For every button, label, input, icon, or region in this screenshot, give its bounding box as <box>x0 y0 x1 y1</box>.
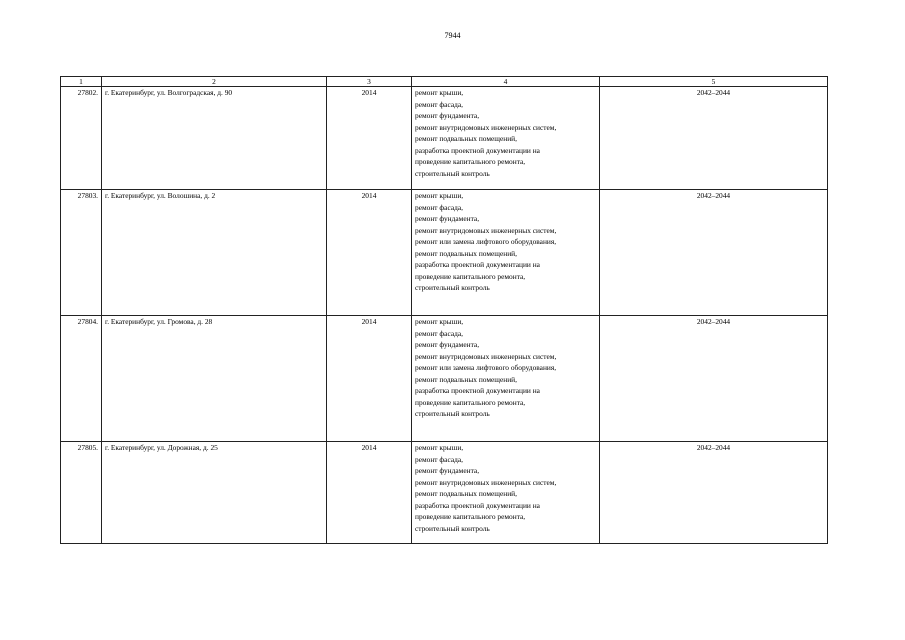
row-works <box>412 316 600 442</box>
row-year: 2014 <box>327 442 412 544</box>
work-item: строительный контроль <box>415 168 490 178</box>
row-works <box>412 87 600 190</box>
work-item: ремонт фундамента, <box>415 111 480 120</box>
work-item: ремонт крыши, <box>415 191 464 200</box>
row-number: 27804. <box>61 316 102 442</box>
table-row <box>61 442 828 544</box>
work-item: ремонт фасада, <box>415 328 463 338</box>
work-item: ремонт подвальных помещений, <box>415 489 517 498</box>
work-item: разработка проектной документации на <box>415 386 540 395</box>
work-item: строительный контроль <box>415 523 490 533</box>
work-item: ремонт фасада, <box>415 454 463 464</box>
row-works <box>412 190 600 316</box>
row-works <box>412 442 600 544</box>
work-item: ремонт подвальных помещений, <box>415 134 517 143</box>
row-address: г. Екатеринбург, ул. Волгоградская, д. 90 <box>102 87 327 190</box>
header-col-3: 3 <box>327 77 412 87</box>
row-period: 2042–2044 <box>600 316 828 442</box>
work-item: проведение капитального ремонта, <box>415 271 526 281</box>
row-period: 2042–2044 <box>600 87 828 190</box>
table-row <box>61 87 828 190</box>
work-item: разработка проектной документации на <box>415 260 540 269</box>
work-item: ремонт подвальных помещений, <box>415 248 517 258</box>
row-year: 2014 <box>327 316 412 442</box>
row-address: г. Екатеринбург, ул. Дорожная, д. 25 <box>102 442 327 544</box>
header-col-4: 4 <box>412 77 600 87</box>
header-col-5: 5 <box>600 77 828 87</box>
table-row <box>61 316 828 442</box>
work-item: ремонт внутридомовых инженерных систем, <box>415 122 557 132</box>
work-item: проведение капитального ремонта, <box>415 397 526 407</box>
work-item: ремонт крыши, <box>415 317 464 326</box>
row-year: 2014 <box>327 87 412 190</box>
work-item: ремонт фасада, <box>415 99 463 109</box>
row-year: 2014 <box>327 190 412 316</box>
header-col-1: 1 <box>61 77 102 87</box>
header-col-2: 2 <box>102 77 327 87</box>
row-number: 27805. <box>61 442 102 544</box>
row-address: г. Екатеринбург, ул. Волошина, д. 2 <box>102 190 327 316</box>
work-item: ремонт фасада, <box>415 202 463 212</box>
work-item: ремонт внутридомовых инженерных систем, <box>415 225 557 235</box>
row-period: 2042–2044 <box>600 190 828 316</box>
work-item: ремонт крыши, <box>415 88 464 97</box>
work-item: ремонт подвальных помещений, <box>415 374 517 384</box>
work-item: ремонт фундамента, <box>415 466 480 475</box>
repair-schedule-table <box>60 76 828 544</box>
work-item: проведение капитального ремонта, <box>415 157 526 166</box>
work-item: строительный контроль <box>415 409 490 418</box>
page-number: 7944 <box>444 31 461 40</box>
work-item: ремонт внутридомовых инженерных систем, <box>415 351 557 361</box>
row-address: г. Екатеринбург, ул. Громова, д. 28 <box>102 316 327 442</box>
work-item: проведение капитального ремонта, <box>415 512 526 521</box>
table-row <box>61 190 828 316</box>
work-item: ремонт крыши, <box>415 443 464 452</box>
work-item: разработка проектной документации на <box>415 145 540 155</box>
work-item: ремонт внутридомовых инженерных систем, <box>415 477 557 487</box>
work-item: строительный контроль <box>415 283 490 292</box>
work-item: ремонт фундамента, <box>415 340 480 349</box>
row-number: 27803. <box>61 190 102 316</box>
work-item: ремонт или замена лифтового оборудования, <box>415 237 557 246</box>
work-item: ремонт фундамента, <box>415 214 480 223</box>
row-number: 27802. <box>61 87 102 190</box>
row-period: 2042–2044 <box>600 442 828 544</box>
work-item: разработка проектной документации на <box>415 500 540 510</box>
work-item: ремонт или замена лифтового оборудования, <box>415 363 557 372</box>
header-row <box>61 77 828 87</box>
